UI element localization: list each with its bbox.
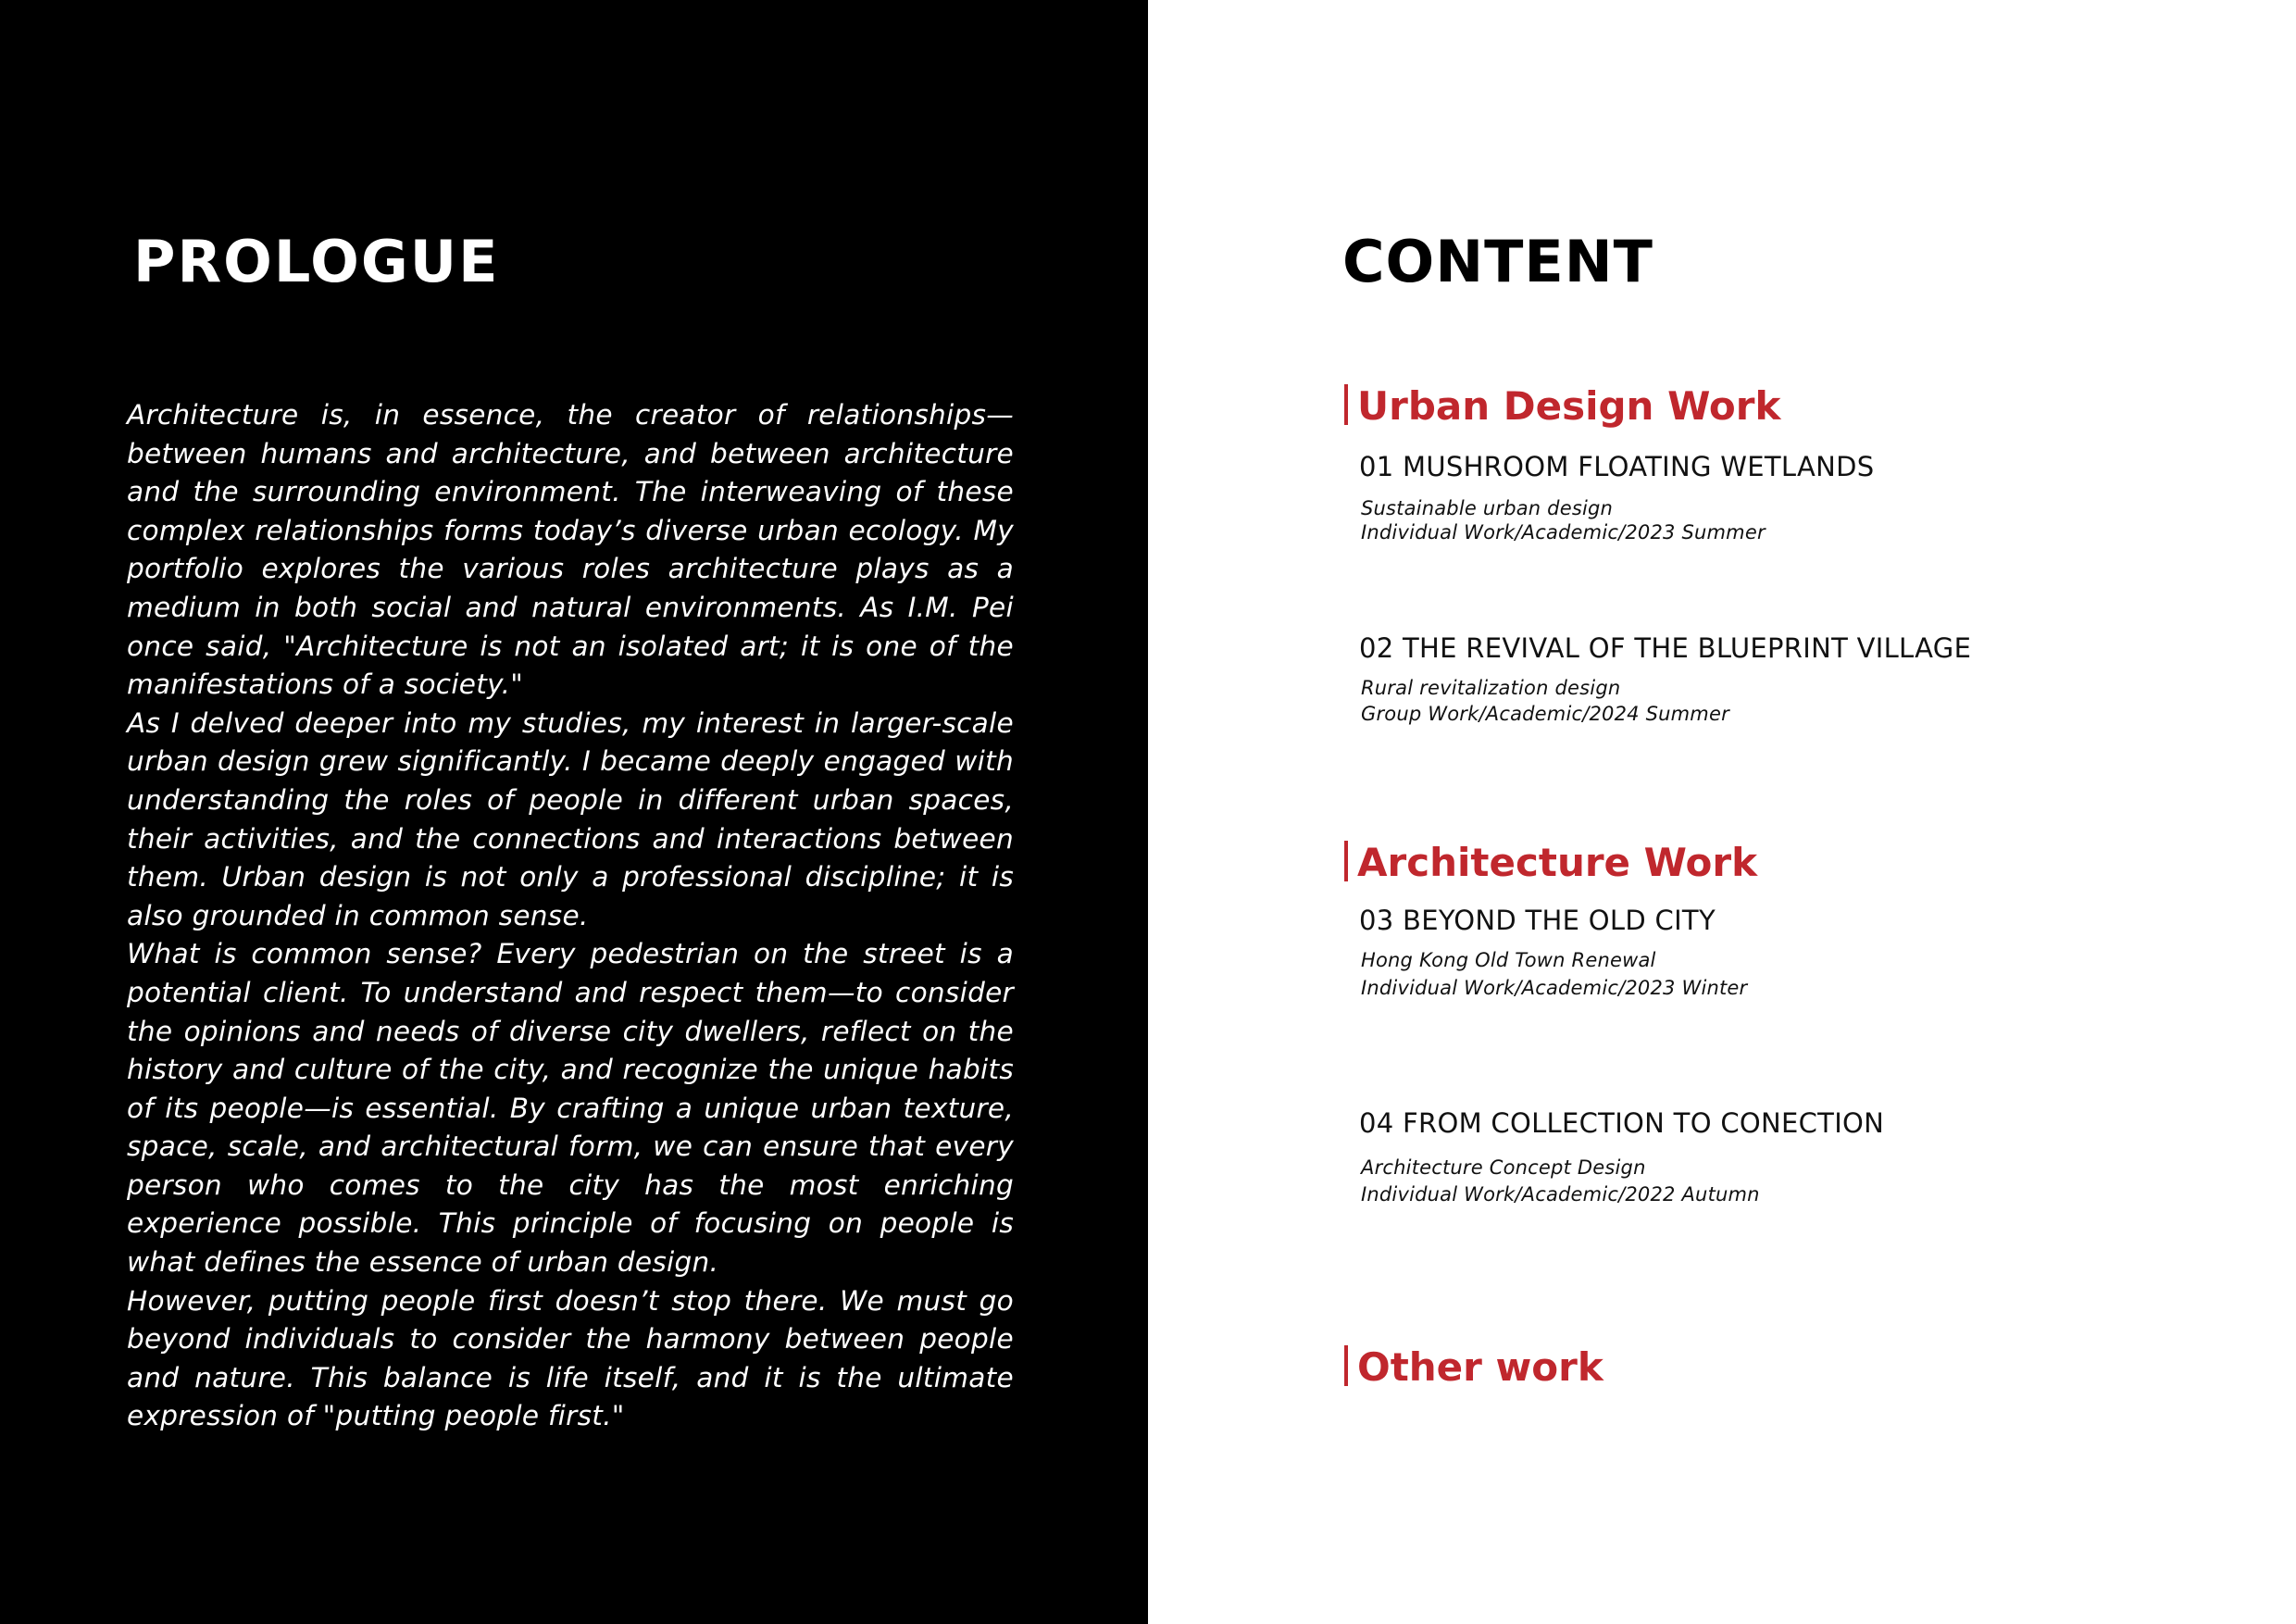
section-heading-urban-design[interactable]	[1344, 383, 1780, 430]
section-heading-label: Architecture Work	[1357, 840, 1757, 885]
project-type-03: Hong Kong Old Town Renewal	[1361, 949, 1656, 971]
section-heading-label: Urban Design Work	[1357, 383, 1781, 429]
project-title-02[interactable]: 02 THE REVIVAL OF THE BLUEPRINT VILLAGE	[1359, 632, 1972, 664]
content-title: CONTENT	[1342, 228, 1653, 295]
section-heading-label: Other work	[1357, 1344, 1603, 1390]
project-info-03: Individual Work/Academic/2023 Winter	[1361, 977, 1748, 999]
project-title-01[interactable]: 01 MUSHROOM FLOATING WETLANDS	[1359, 451, 1875, 482]
prologue-paragraph-2: As I delved deeper into my studies, my interest in larger-scale urban design grew significantly. I became deeply engaged with understanding the roles of people in different urban spaces, their activities, and the connections and interactions between them. Urban design is not only a professional discipline; it is also grounded in common sense.	[127, 706, 1014, 931]
section-marker-bar	[1344, 841, 1348, 881]
project-type-04: Architecture Concept Design	[1361, 1156, 1646, 1179]
project-type-02: Rural revitalization design	[1361, 677, 1621, 699]
project-type-01: Sustainable urban design	[1361, 497, 1614, 519]
project-title-03[interactable]: 03 BEYOND THE OLD CITY	[1359, 905, 1716, 936]
project-info-02: Group Work/Academic/2024 Summer	[1361, 703, 1729, 725]
prologue-paragraph-1: Architecture is, in essence, the creator of relationships—between humans and architecture, and between architecture and the surrounding environment. The interweaving of these complex relationships forms today’s diverse urban ecology. My portfolio explores the various roles architecture plays as a medium in both social and natural environments. As I.M. Pei once said, "Architecture is not an isolated art; it is one of the manifestations of a society."	[127, 399, 1014, 701]
section-marker-bar	[1344, 384, 1348, 425]
prologue-paragraph-3: What is common sense? Every pedestrian on the street is a potential client. To understand and respect them—to consider the opinions and needs of diverse city dwellers, reflect on the history and culture of the city, and recognize the unique habits of its people—is essential. By crafting a unique urban texture, space, scale, and architectural form, we can ensure that every person who comes to the city has the most enriching experience possible. This principle of focusing on people is what defines the essence of urban design.	[127, 938, 1014, 1279]
section-heading-other-work[interactable]	[1344, 1344, 1603, 1391]
prologue-paragraph-4: However, putting people first doesn’t stop there. We must go beyond individuals to consider the harmony between people and nature. This balance is life itself, and it is the ultimate expression of "putting people first."	[127, 1284, 1014, 1432]
content-panel	[1148, 0, 2296, 1624]
project-info-04: Individual Work/Academic/2022 Autumn	[1361, 1183, 1760, 1206]
section-marker-bar	[1344, 1345, 1348, 1386]
project-title-04[interactable]: 04 FROM COLLECTION TO CONECTION	[1359, 1107, 1885, 1139]
prologue-title: PROLOGUE	[133, 228, 500, 295]
prologue-body	[127, 396, 1014, 1436]
project-info-01: Individual Work/Academic/2023 Summer	[1361, 521, 1766, 543]
section-heading-architecture[interactable]	[1344, 840, 1757, 886]
